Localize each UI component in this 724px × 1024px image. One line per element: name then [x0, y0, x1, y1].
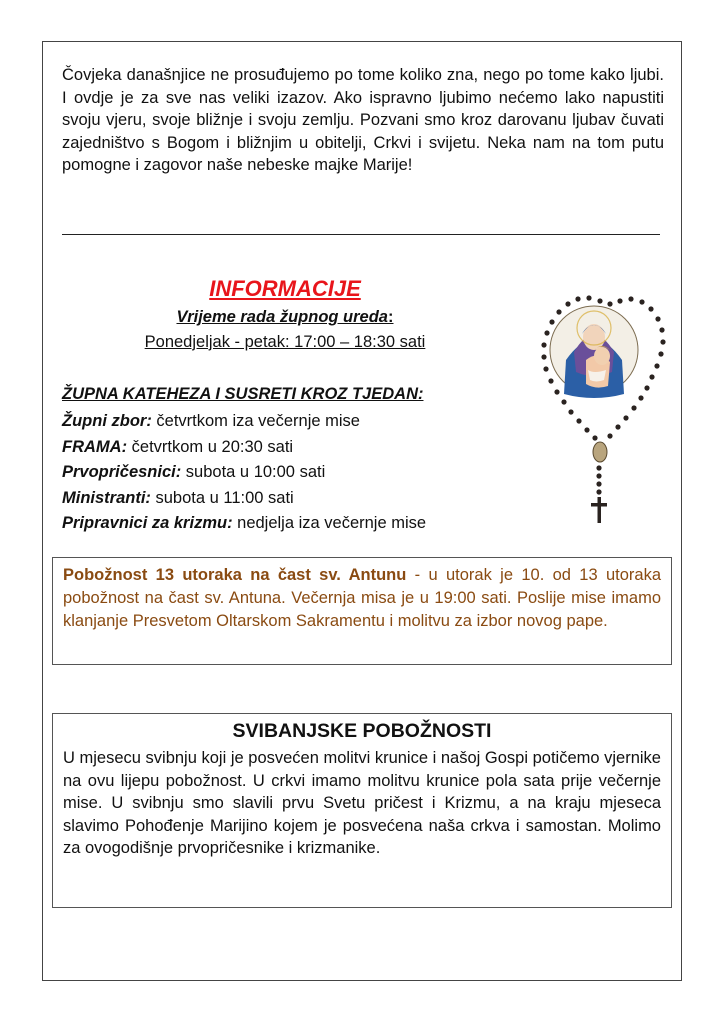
schedule-list: [62, 409, 426, 537]
schedule-item-name: Župni zbor:: [62, 412, 152, 430]
schedule-item-name: FRAMA:: [62, 437, 128, 456]
separator-line: [62, 234, 660, 235]
schedule-item-name: Ministranti:: [62, 488, 151, 507]
rosary-image: [528, 290, 668, 525]
schedule-item: [62, 409, 426, 435]
medal-icon: [593, 442, 607, 462]
madonna-medallion: [550, 306, 638, 398]
office-hours-label-text: Vrijeme rada župnog ureda: [176, 308, 388, 326]
may-devotions-title: SVIBANJSKE POBOŽNOSTI: [232, 720, 492, 742]
schedule-item: [62, 511, 426, 537]
schedule-item-name: Prvopričesnici:: [62, 463, 182, 482]
catechesis-heading: ŽUPNA KATEHEZA I SUSRETI KROZ TJEDAN:: [62, 385, 424, 403]
notice-lead: Pobožnost 13 utoraka na čast sv. Antunu: [63, 566, 407, 584]
schedule-item-time: četvrtkom iza večernje mise: [151, 412, 360, 430]
schedule-item-time: subota u 10:00 sati: [181, 463, 326, 482]
schedule-item: [62, 486, 426, 512]
notice-body: - u utorak je 10. od 13 utoraka pobožnost na čast sv. Antuna. Večernja misa je u 19:00 sati. Poslije mise imamo klanjanje Presvetom Oltarskom Sakramentu i molitvu za izbor novog pape.: [63, 566, 661, 630]
schedule-item: [62, 435, 426, 461]
schedule-item-time: četvrtkom u 20:30 sati: [127, 437, 294, 456]
info-title: INFORMACIJE: [209, 276, 361, 301]
may-devotions-text: U mjesecu svibnju koji je posvećen molitvi krunice i našoj Gospi potičemo vjernike na ovu lijepu pobožnost. U crkvi imamo molitvu krunice pola sata prije večernje mise. U svibnju smo slavili prvu Svetu pričest i Krizmu, a na kraju mjeseca slavimo Pohođenje Marijino kojem je posvećena naša crkva i samostan. Molimo za ovogodišnje prvopričesnike i krizmanike.: [63, 749, 661, 858]
office-hours-label: [62, 308, 508, 327]
notice-box: [52, 557, 672, 665]
office-hours-label-colon: :: [388, 308, 394, 326]
schedule-item-name: Pripravnici za krizmu:: [62, 514, 233, 533]
cross-icon: [591, 497, 607, 523]
may-devotions-box: [52, 713, 672, 908]
intro-paragraph: Čovjeka današnjice ne prosuđujemo po tome koliko zna, nego po tome kako ljubi. I ovdje je za sve nas veliki izazov. Ako ispravno ljubimo nećemo lako napustiti svoju vjeru, svoje bližnje i svoju zemlju. Pozvani smo kroz darovanu ljubav čuvati zajedništvo s Bogom i bližnjim u obitelji, Crkvi i svijetu. Neka nam na tom putu pomogne i zagovor naše nebeske majke Marije!: [62, 66, 664, 174]
office-hours: Ponedjeljak - petak: 17:00 – 18:30 sati: [144, 333, 426, 351]
schedule-item-time: nedjelja iza večernje mise: [232, 514, 427, 533]
schedule-item: [62, 460, 426, 486]
schedule-item-time: subota u 11:00 sati: [150, 488, 294, 507]
notice-text: [63, 564, 661, 633]
